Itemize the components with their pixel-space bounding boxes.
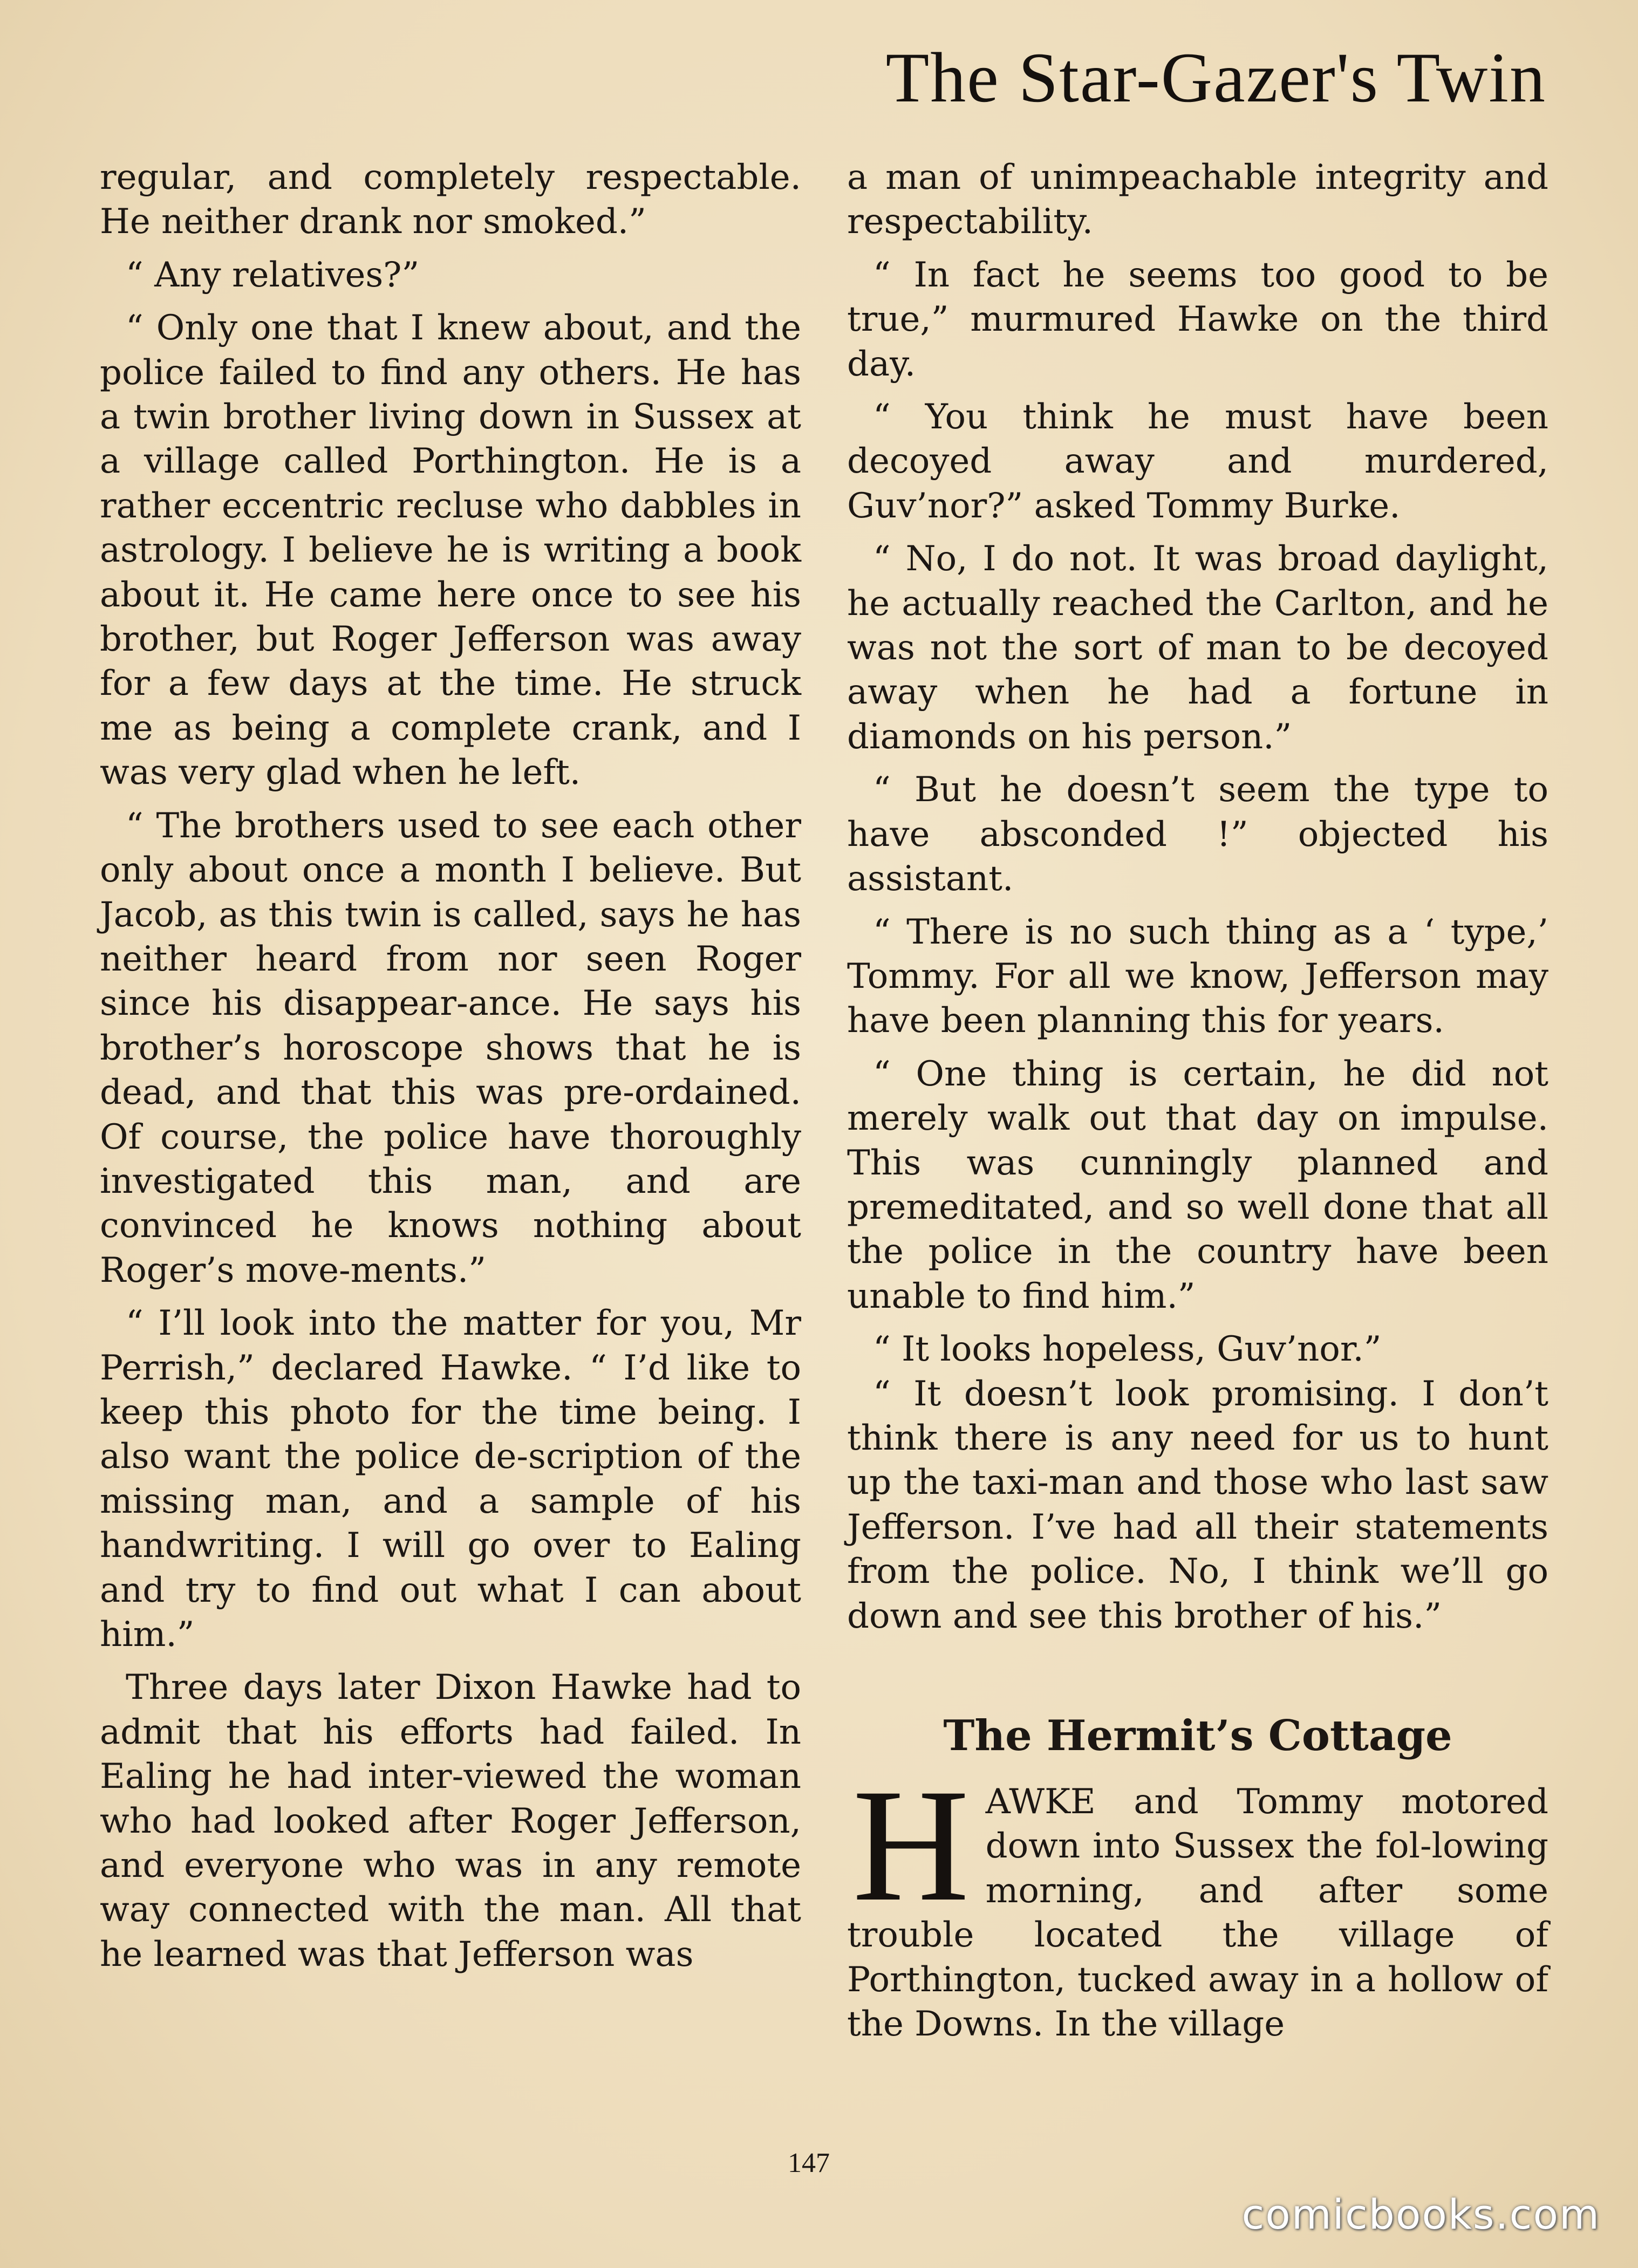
watermark: comicbooks.com <box>1241 2190 1600 2238</box>
paragraph: “ Only one that I knew about, and the police failed to find any others. He has a twin brother living down in Sussex at a village called Porthington. He is a rather eccentric recluse who dabbles in astrology. I believe he is writing a book about it. He came here once to see his brother, but Roger Jefferson was away for a few days at the time. He struck me as being a complete crank, and I was very glad when he left. <box>100 308 801 793</box>
paragraph: “ Any relatives?” <box>126 255 420 295</box>
paragraph: “ I’ll look into the matter for you, Mr Perrish,” declared Hawke. “ I’d like to keep this photo for the time being. I also want the police de-scription of the missing man, and a sample of his handwriting. I will go over to Ealing and try to find out what I can about him.” <box>100 1303 801 1655</box>
paragraph: regular, and completely respectable. He neither drank nor smoked.” <box>100 158 801 242</box>
paragraph: “ But he doesn’t seem the type to have absconded !” objected his assistant. <box>847 770 1548 899</box>
page-number: 147 <box>788 2148 830 2178</box>
paragraph: AWKE and Tommy motored down into Sussex the fol-lowing morning, and after some trouble located the village of Porthington, tucked away in a hollow of the Downs. In the village <box>847 1782 1548 2045</box>
right-column <box>847 155 1548 2055</box>
paragraph: “ You think he must have been decoyed away and murdered, Guv’nor?” asked Tommy Burke. <box>847 397 1548 526</box>
page-title: The Star-Gazer's Twin <box>885 38 1546 117</box>
paragraph: “ In fact he seems too good to be true,” murmured Hawke on the third day. <box>847 255 1548 384</box>
section-heading: The Hermit’s Cottage <box>943 1711 1452 1760</box>
drop-cap-paragraph <box>847 1755 1548 2046</box>
paragraph: “ There is no such thing as a ‘ type,’ Tommy. For all we know, Jefferson may have been planning this for years. <box>847 912 1548 1041</box>
paragraph: “ One thing is certain, he did not merely walk out that day on impulse. This was cunningly planned and premeditated, and so well done that all the police in the country have been unable to find him.” <box>847 1054 1548 1316</box>
left-column <box>100 155 801 1985</box>
paragraph: Three days later Dixon Hawke had to admit that his efforts had failed. In Ealing he had inter-viewed the woman who had looked after Roger Jefferson, and everyone who was in any remote way connected with the man. All that he learned was that Jefferson was <box>100 1668 801 1975</box>
paragraph: “ It doesn’t look promising. I don’t think there is any need for us to hunt up the taxi-man and those who last saw Jefferson. I’ve had all their statements from the police. No, I think we’ll go down and see this brother of his.” <box>847 1374 1548 1636</box>
paragraph: “ The brothers used to see each other only about once a month I believe. But Jacob, as this twin is called, says he has neither heard from nor seen Roger since his disappear-ance. He says his brother’s horoscope shows that he is dead, and that this was pre-ordained. Of course, the police have thoroughly investigated this man, and are convinced he knows nothing about Roger’s move-ments.” <box>100 805 801 1290</box>
paragraph: “ It looks hopeless, Guv’nor.” <box>873 1329 1382 1370</box>
paragraph: a man of unimpeachable integrity and respectability. <box>847 158 1548 242</box>
paragraph: “ No, I do not. It was broad daylight, he actually reached the Carlton, and he was not the sort of man to be decoyed away when he had a fortune in diamonds on his person.” <box>847 539 1548 757</box>
drop-cap: H <box>852 1755 970 1935</box>
